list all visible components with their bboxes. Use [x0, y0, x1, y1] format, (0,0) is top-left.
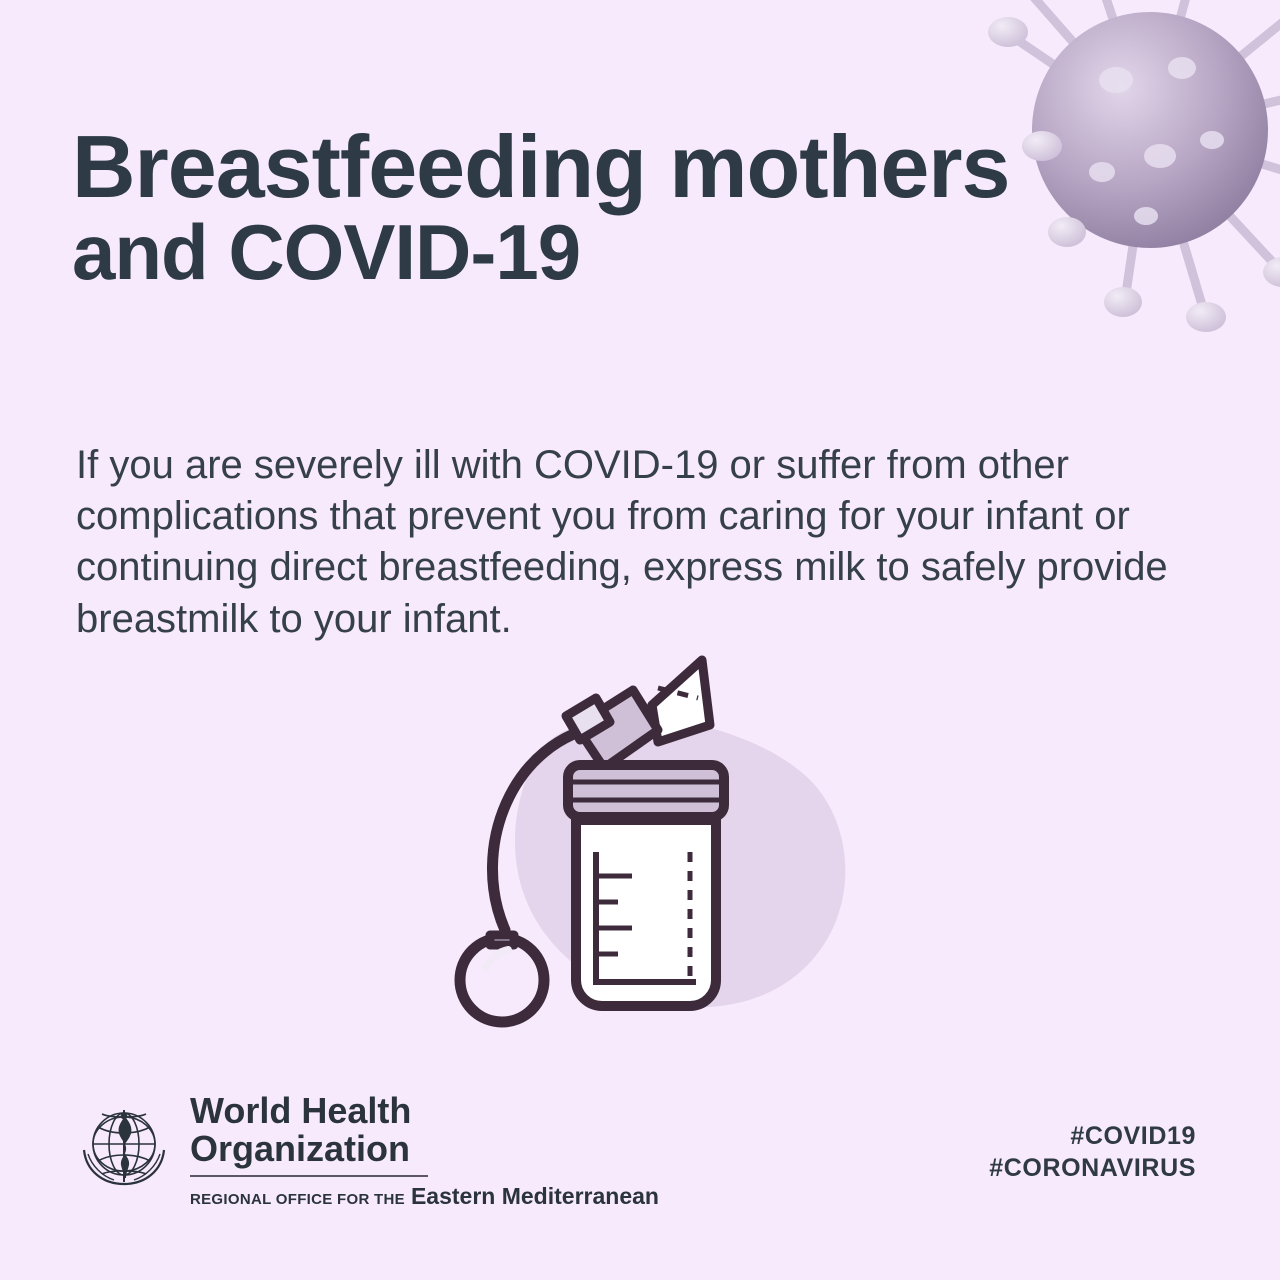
who-region-name: Eastern Mediterranean	[410, 1183, 659, 1209]
page-title	[72, 117, 1072, 297]
who-wordmark	[190, 1089, 659, 1210]
who-name-line-2: Organization	[190, 1127, 411, 1169]
who-emblem	[72, 1096, 176, 1200]
headline-line-1: Breastfeeding mothers	[72, 117, 1010, 217]
hashtag-coronavirus: #CORONAVIRUS	[989, 1154, 1196, 1182]
body-text: If you are severely ill with COVID-19 or suffer from other complications that prevent you from caring for your infant or continuing direct breastfeeding, express milk to safely provide breastmilk to your infant.	[76, 443, 1168, 641]
hashtags	[989, 1120, 1196, 1184]
breast-pump-and-bottle-illustration	[390, 630, 910, 1060]
hashtag-covid19: #COVID19	[1070, 1122, 1196, 1150]
who-name-line-1: World Health	[190, 1089, 412, 1131]
who-region	[190, 1183, 659, 1210]
who-divider	[190, 1175, 428, 1177]
who-logo	[72, 1089, 659, 1210]
headline-line-2: and COVID-19	[72, 208, 581, 297]
who-region-prefix: REGIONAL OFFICE FOR THE	[190, 1191, 405, 1208]
